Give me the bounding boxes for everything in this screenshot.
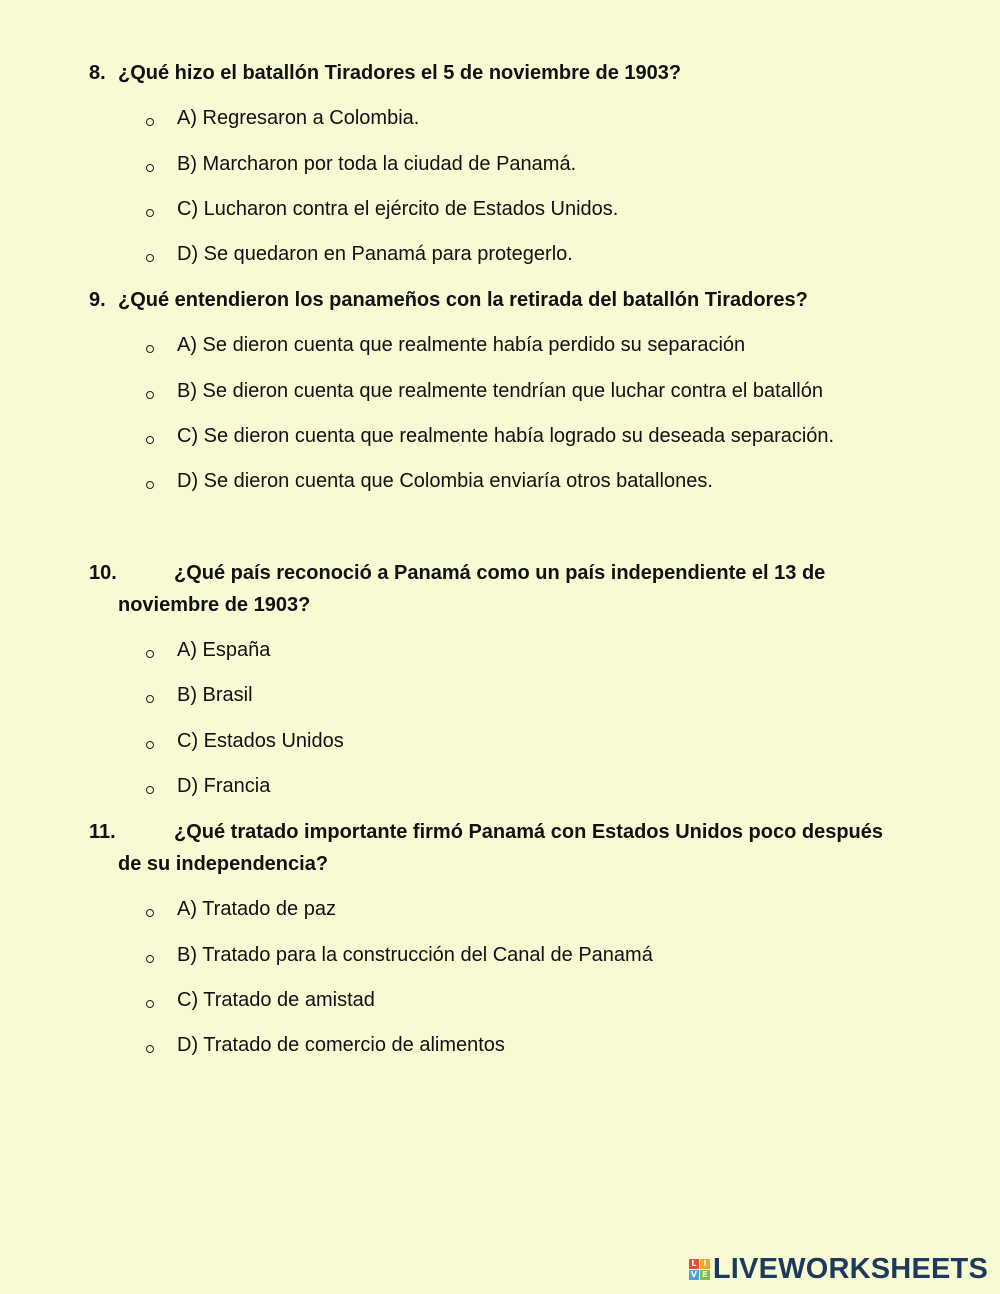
answer-option[interactable]: C) Tratado de amistad — [177, 989, 375, 1011]
question-text-line-2: noviembre de 1903? — [118, 594, 311, 616]
logo-letter: I — [700, 1259, 710, 1269]
answer-option[interactable]: A) España — [177, 639, 271, 661]
answer-option[interactable]: D) Tratado de comercio de alimentos — [177, 1034, 505, 1056]
question-text: ¿Qué entendieron los panameños con la retirada del batallón Tiradores? — [118, 289, 808, 311]
bullet-icon — [146, 118, 154, 126]
brand-name: LIVEWORKSHEETS — [712, 1252, 988, 1285]
question-text-line-2: de su independencia? — [118, 853, 329, 875]
answer-option[interactable]: C) Estados Unidos — [177, 730, 344, 752]
question-number: 11. — [89, 821, 116, 843]
bullet-icon — [146, 1045, 154, 1053]
bullet-icon — [146, 436, 154, 444]
answer-option[interactable]: B) Se dieron cuenta que realmente tendrían que luchar contra el batallón — [177, 380, 823, 402]
question-number: 9. — [89, 289, 106, 311]
bullet-icon — [146, 650, 154, 658]
liveworksheets-brand — [689, 1253, 988, 1285]
answer-option[interactable]: D) Francia — [177, 775, 271, 797]
answer-option[interactable]: A) Tratado de paz — [177, 898, 336, 920]
answer-option[interactable]: D) Se quedaron en Panamá para protegerlo. — [177, 243, 573, 265]
bullet-icon — [146, 164, 154, 172]
bullet-icon — [146, 741, 154, 749]
bullet-icon — [146, 345, 154, 353]
logo-letter: E — [700, 1270, 710, 1280]
question-text-line-1: ¿Qué país reconoció a Panamá como un país independiente el 13 de — [174, 562, 826, 584]
answer-option[interactable]: B) Marcharon por toda la ciudad de Panamá. — [177, 153, 577, 175]
question-text: ¿Qué hizo el batallón Tiradores el 5 de noviembre de 1903? — [118, 62, 682, 84]
answer-option[interactable]: C) Lucharon contra el ejército de Estados Unidos. — [177, 198, 619, 220]
answer-option[interactable]: B) Brasil — [177, 684, 253, 706]
liveworksheets-logo-icon — [689, 1259, 710, 1280]
question-number: 10. — [89, 562, 117, 584]
bullet-icon — [146, 955, 154, 963]
answer-option[interactable]: A) Regresaron a Colombia. — [177, 107, 420, 129]
bullet-icon — [146, 391, 154, 399]
answer-option[interactable]: B) Tratado para la construcción del Canal de Panamá — [177, 944, 653, 966]
answer-option[interactable]: C) Se dieron cuenta que realmente había logrado su deseada separación. — [177, 425, 835, 447]
logo-letter: V — [690, 1269, 697, 1279]
question-number: 8. — [89, 62, 106, 84]
bullet-icon — [146, 254, 154, 262]
answer-option[interactable]: A) Se dieron cuenta que realmente había perdido su separación — [177, 334, 746, 356]
bullet-icon — [146, 481, 154, 489]
question-text-line-1: ¿Qué tratado importante firmó Panamá con Estados Unidos poco después — [174, 821, 884, 843]
bullet-icon — [146, 909, 154, 917]
bullet-icon — [146, 209, 154, 217]
bullet-icon — [146, 1000, 154, 1008]
answer-option[interactable]: D) Se dieron cuenta que Colombia enviaría otros batallones. — [177, 470, 713, 492]
bullet-icon — [146, 695, 154, 703]
logo-letter: L — [689, 1259, 699, 1269]
bullet-icon — [146, 786, 154, 794]
